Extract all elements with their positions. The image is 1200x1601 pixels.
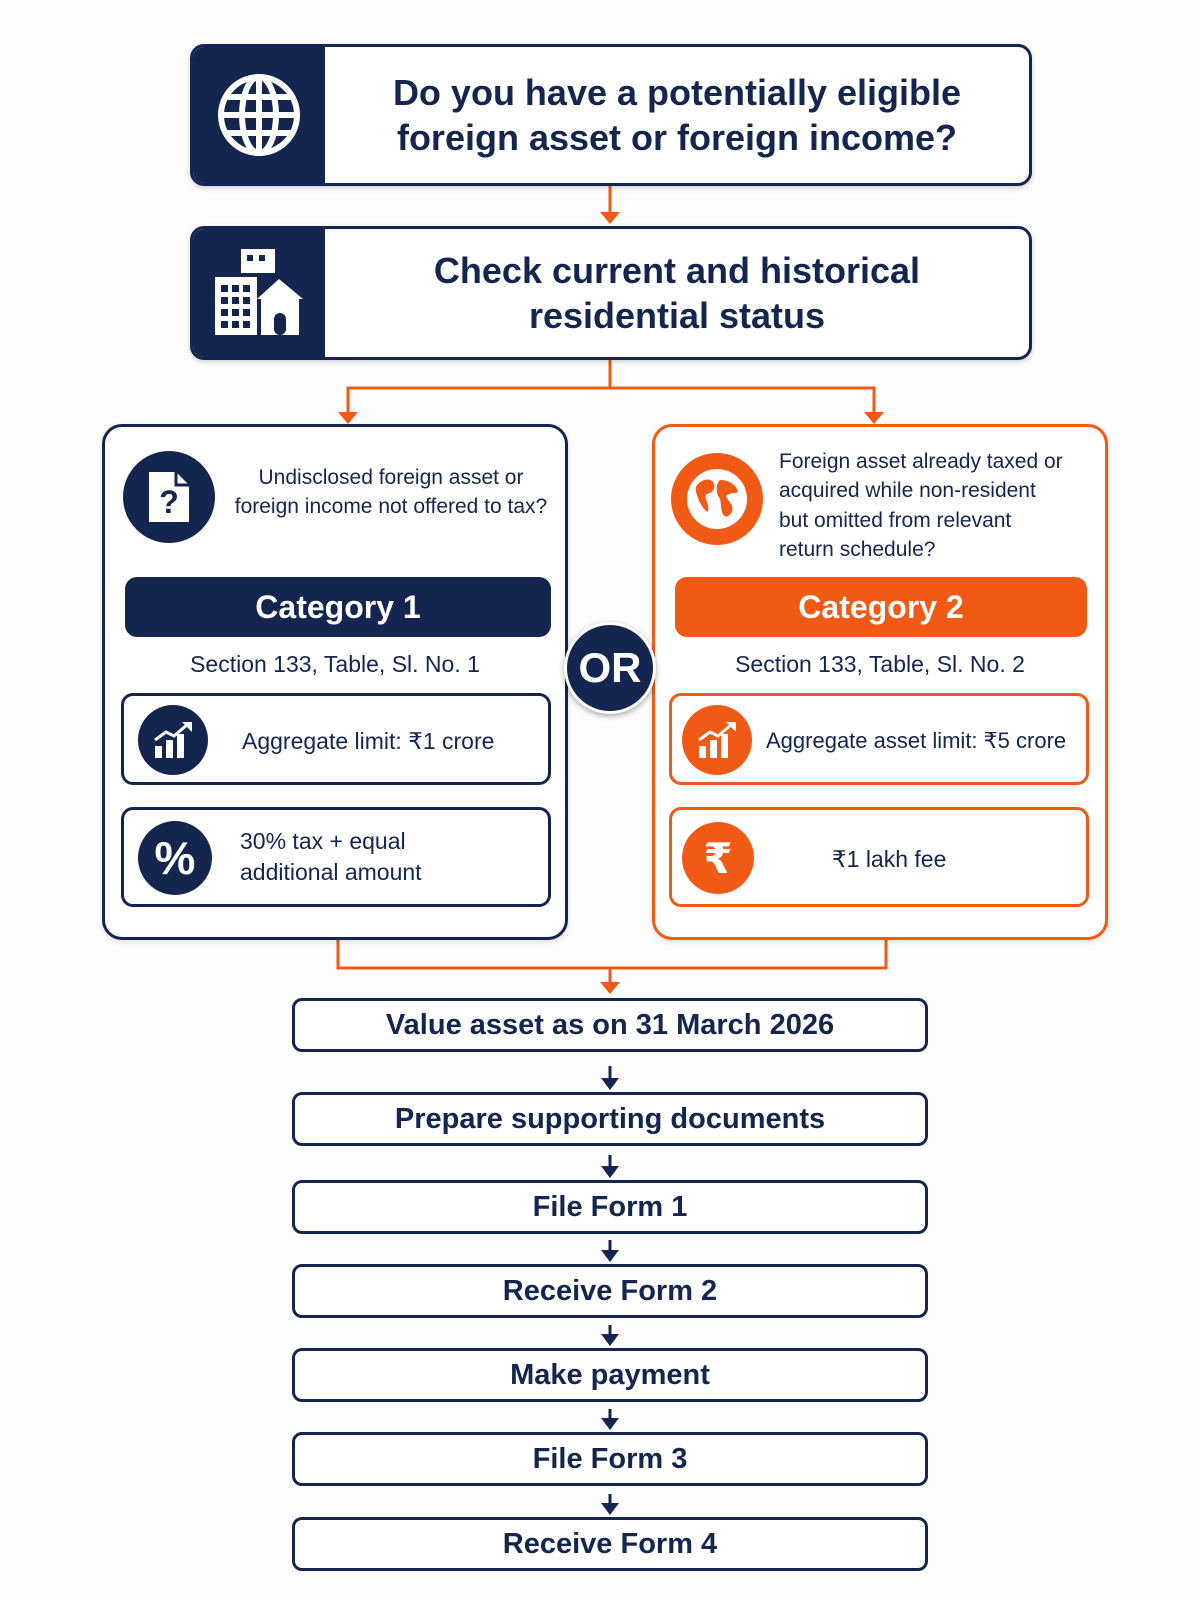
step-file-form-1: File Form 1 — [292, 1180, 928, 1234]
step-make-payment: Make payment — [292, 1348, 928, 1402]
category-2-question-line-2: acquired while non-resident — [779, 479, 1036, 503]
category-1-tax-line-2: additional amount — [240, 859, 422, 886]
category-1-limit-card — [121, 693, 551, 785]
earth-icon — [671, 453, 763, 545]
rupee-icon: ₹ — [682, 822, 754, 894]
growth-chart-icon — [682, 705, 752, 775]
category-2-question-line-1: Foreign asset already taxed or — [779, 450, 1063, 473]
category-2-question-line-4: return schedule? — [779, 538, 936, 562]
eligibility-question-box — [190, 44, 1032, 186]
category-2-fee: ₹1 lakh fee — [832, 846, 947, 872]
residency-check-box — [190, 226, 1032, 360]
step-value-asset: Value asset as on 31 March 2026 — [292, 998, 928, 1052]
category-1-limit: Aggregate limit: ₹1 crore — [242, 728, 495, 754]
step-prepare-documents: Prepare supporting documents — [292, 1092, 928, 1146]
arrowhead-orange — [600, 982, 620, 994]
category-1-question-line-1: Undisclosed foreign asset or — [258, 466, 524, 489]
connector-split — [348, 360, 874, 414]
buildings-house-icon — [193, 229, 325, 357]
category-2-section: Section 133, Table, Sl. No. 2 — [735, 651, 1025, 677]
arrowhead-orange — [338, 412, 358, 424]
category-2-title: Category 2 — [675, 577, 1087, 637]
category-1-title: Category 1 — [125, 577, 551, 637]
document-question-icon — [123, 451, 215, 543]
category-1-tax-line-1: 30% tax + equal — [240, 828, 406, 854]
step-receive-form-2: Receive Form 2 — [292, 1264, 928, 1318]
question-line-2: foreign asset or foreign income? — [396, 117, 958, 158]
category-1-section: Section 133, Table, Sl. No. 1 — [190, 651, 480, 677]
category-2-question — [779, 447, 1105, 565]
arrowhead-orange — [600, 212, 620, 224]
category-1-question-line-2: foreign income not offered to tax? — [234, 495, 548, 519]
or-badge: OR — [564, 622, 656, 714]
category-1-panel — [102, 424, 568, 940]
residency-line-2: residential status — [528, 295, 826, 336]
category-2-panel — [652, 424, 1108, 940]
eligibility-question-text — [325, 47, 1029, 183]
growth-chart-icon — [138, 705, 208, 775]
step-file-form-3: File Form 3 — [292, 1432, 928, 1486]
residency-check-text — [325, 229, 1029, 357]
residency-line-1: Check current and historical — [433, 250, 921, 291]
globe-icon — [193, 47, 325, 183]
category-2-fee-card — [669, 807, 1089, 907]
category-1-question — [221, 463, 561, 522]
category-2-limit: Aggregate asset limit: ₹5 crore — [766, 728, 1067, 753]
connector-merge — [338, 940, 886, 984]
category-1-tax-card — [121, 807, 551, 907]
step-receive-form-4: Receive Form 4 — [292, 1517, 928, 1571]
svg-text:?: ? — [159, 484, 179, 520]
question-line-1: Do you have a potentially eligible — [392, 72, 962, 113]
category-1-tax — [240, 826, 422, 888]
category-2-limit-card — [669, 693, 1089, 785]
percent-icon: % — [138, 821, 212, 895]
arrowhead-orange — [864, 412, 884, 424]
category-2-question-line-3: but omitted from relevant — [779, 508, 1012, 532]
